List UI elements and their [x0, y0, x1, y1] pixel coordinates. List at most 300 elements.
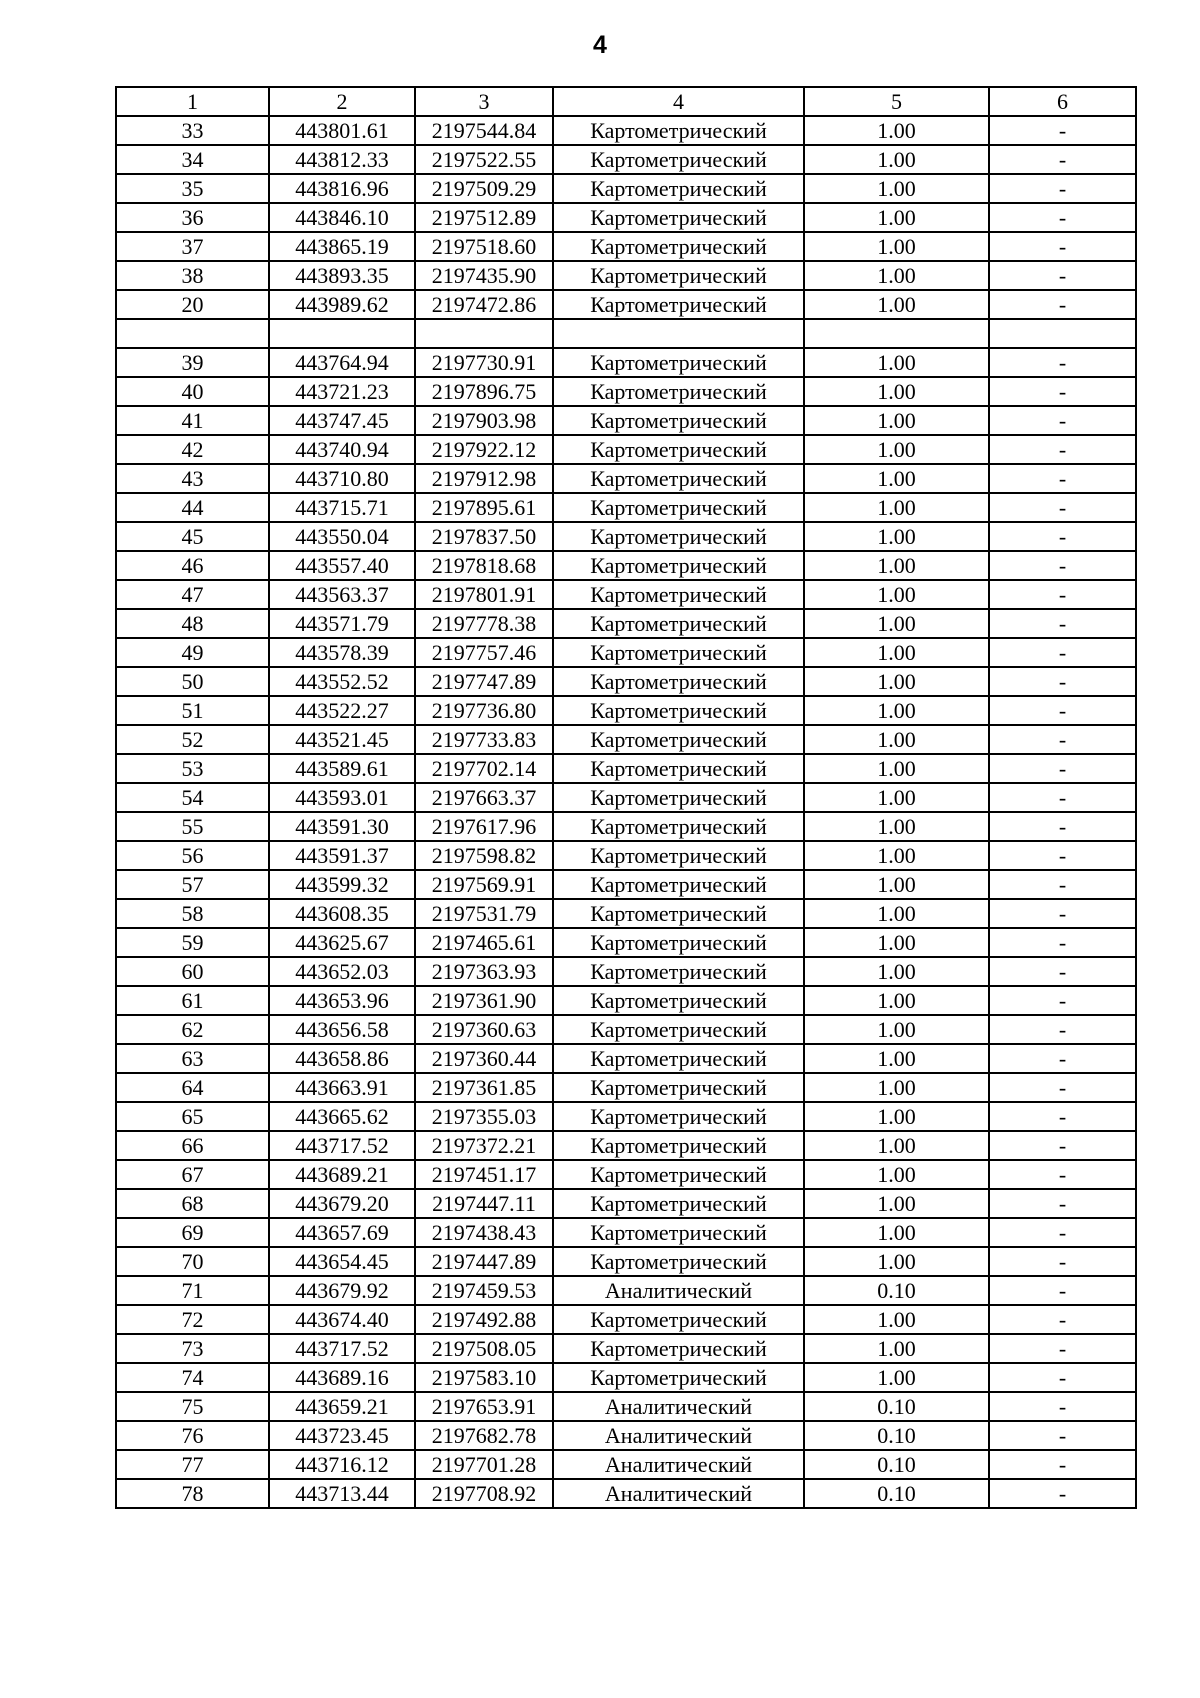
- accuracy-cell: 1.00: [804, 1363, 989, 1392]
- y-coordinate-cell: 2197472.86: [415, 290, 553, 319]
- y-coordinate-cell: 2197361.90: [415, 986, 553, 1015]
- point-number-cell: 53: [116, 754, 269, 783]
- table-row: [116, 145, 1136, 174]
- accuracy-cell: 1.00: [804, 841, 989, 870]
- accuracy-cell: 1.00: [804, 435, 989, 464]
- y-coordinate-cell: 2197361.85: [415, 1073, 553, 1102]
- note-cell: -: [989, 1189, 1136, 1218]
- y-coordinate-cell: 2197435.90: [415, 261, 553, 290]
- method-cell: Картометрический: [553, 290, 804, 319]
- y-coordinate-cell: 2197438.43: [415, 1218, 553, 1247]
- x-coordinate-cell: 443674.40: [269, 1305, 415, 1334]
- note-cell: -: [989, 899, 1136, 928]
- note-cell: -: [989, 812, 1136, 841]
- x-coordinate-cell: 443591.37: [269, 841, 415, 870]
- column-header: 3: [415, 87, 553, 116]
- method-cell: Картометрический: [553, 348, 804, 377]
- note-cell: -: [989, 348, 1136, 377]
- point-number-cell: 54: [116, 783, 269, 812]
- accuracy-cell: 0.10: [804, 1276, 989, 1305]
- note-cell: -: [989, 725, 1136, 754]
- point-number-cell: 40: [116, 377, 269, 406]
- method-cell: Картометрический: [553, 116, 804, 145]
- note-cell: -: [989, 986, 1136, 1015]
- table-row: [116, 696, 1136, 725]
- accuracy-cell: 1.00: [804, 551, 989, 580]
- x-coordinate-cell: 443589.61: [269, 754, 415, 783]
- table-row: [116, 1218, 1136, 1247]
- y-coordinate-cell: 2197682.78: [415, 1421, 553, 1450]
- x-coordinate-cell: 443521.45: [269, 725, 415, 754]
- point-number-cell: 38: [116, 261, 269, 290]
- note-cell: -: [989, 1363, 1136, 1392]
- method-cell: Картометрический: [553, 1189, 804, 1218]
- y-coordinate-cell: 2197518.60: [415, 232, 553, 261]
- accuracy-cell: 1.00: [804, 1247, 989, 1276]
- method-cell: Картометрический: [553, 957, 804, 986]
- x-coordinate-cell: 443665.62: [269, 1102, 415, 1131]
- y-coordinate-cell: 2197757.46: [415, 638, 553, 667]
- table-row: [116, 1044, 1136, 1073]
- note-cell: -: [989, 1015, 1136, 1044]
- y-coordinate-cell: 2197360.63: [415, 1015, 553, 1044]
- note-cell: -: [989, 1450, 1136, 1479]
- y-coordinate-cell: 2197896.75: [415, 377, 553, 406]
- x-coordinate-cell: 443721.23: [269, 377, 415, 406]
- table-row: [116, 377, 1136, 406]
- table-row: [116, 580, 1136, 609]
- y-coordinate-cell: 2197372.21: [415, 1131, 553, 1160]
- table-row: [116, 1421, 1136, 1450]
- accuracy-cell: 1.00: [804, 957, 989, 986]
- point-number-cell: 59: [116, 928, 269, 957]
- y-coordinate-cell: 2197508.05: [415, 1334, 553, 1363]
- method-cell: [553, 319, 804, 348]
- y-coordinate-cell: 2197360.44: [415, 1044, 553, 1073]
- note-cell: -: [989, 696, 1136, 725]
- point-number-cell: 73: [116, 1334, 269, 1363]
- x-coordinate-cell: 443801.61: [269, 116, 415, 145]
- note-cell: -: [989, 406, 1136, 435]
- table-row: [116, 667, 1136, 696]
- y-coordinate-cell: 2197818.68: [415, 551, 553, 580]
- table-row: [116, 1392, 1136, 1421]
- table-row: [116, 493, 1136, 522]
- y-coordinate-cell: 2197544.84: [415, 116, 553, 145]
- note-cell: -: [989, 609, 1136, 638]
- y-coordinate-cell: 2197355.03: [415, 1102, 553, 1131]
- note-cell: -: [989, 464, 1136, 493]
- note-cell: -: [989, 203, 1136, 232]
- method-cell: Картометрический: [553, 1247, 804, 1276]
- method-cell: Картометрический: [553, 725, 804, 754]
- table-row: [116, 1073, 1136, 1102]
- x-coordinate-cell: 443522.27: [269, 696, 415, 725]
- method-cell: Картометрический: [553, 580, 804, 609]
- x-coordinate-cell: 443710.80: [269, 464, 415, 493]
- x-coordinate-cell: 443679.20: [269, 1189, 415, 1218]
- note-cell: -: [989, 1131, 1136, 1160]
- x-coordinate-cell: 443713.44: [269, 1479, 415, 1508]
- method-cell: Картометрический: [553, 522, 804, 551]
- note-cell: -: [989, 116, 1136, 145]
- y-coordinate-cell: 2197702.14: [415, 754, 553, 783]
- method-cell: Аналитический: [553, 1450, 804, 1479]
- y-coordinate-cell: 2197451.17: [415, 1160, 553, 1189]
- accuracy-cell: 0.10: [804, 1450, 989, 1479]
- method-cell: Картометрический: [553, 1305, 804, 1334]
- y-coordinate-cell: 2197903.98: [415, 406, 553, 435]
- x-coordinate-cell: 443654.45: [269, 1247, 415, 1276]
- x-coordinate-cell: 443689.16: [269, 1363, 415, 1392]
- method-cell: Аналитический: [553, 1479, 804, 1508]
- point-number-cell: 33: [116, 116, 269, 145]
- accuracy-cell: 1.00: [804, 261, 989, 290]
- note-cell: -: [989, 1247, 1136, 1276]
- method-cell: Картометрический: [553, 406, 804, 435]
- accuracy-cell: 1.00: [804, 1218, 989, 1247]
- y-coordinate-cell: 2197583.10: [415, 1363, 553, 1392]
- y-coordinate-cell: 2197912.98: [415, 464, 553, 493]
- y-coordinate-cell: 2197512.89: [415, 203, 553, 232]
- table-row: [116, 928, 1136, 957]
- point-number-cell: 47: [116, 580, 269, 609]
- table-row: [116, 609, 1136, 638]
- method-cell: Картометрический: [553, 377, 804, 406]
- x-coordinate-cell: 443764.94: [269, 348, 415, 377]
- point-number-cell: 66: [116, 1131, 269, 1160]
- table-row: [116, 1160, 1136, 1189]
- table-row: [116, 841, 1136, 870]
- x-coordinate-cell: 443659.21: [269, 1392, 415, 1421]
- accuracy-cell: 1.00: [804, 348, 989, 377]
- method-cell: Картометрический: [553, 174, 804, 203]
- note-cell: -: [989, 1479, 1136, 1508]
- y-coordinate-cell: 2197509.29: [415, 174, 553, 203]
- point-number-cell: [116, 319, 269, 348]
- y-coordinate-cell: 2197730.91: [415, 348, 553, 377]
- x-coordinate-cell: 443865.19: [269, 232, 415, 261]
- point-number-cell: 51: [116, 696, 269, 725]
- point-number-cell: 72: [116, 1305, 269, 1334]
- note-cell: -: [989, 957, 1136, 986]
- note-cell: -: [989, 841, 1136, 870]
- method-cell: Картометрический: [553, 841, 804, 870]
- note-cell: -: [989, 580, 1136, 609]
- method-cell: Картометрический: [553, 435, 804, 464]
- note-cell: -: [989, 1421, 1136, 1450]
- note-cell: -: [989, 522, 1136, 551]
- table-row: [116, 1131, 1136, 1160]
- table-row: [116, 986, 1136, 1015]
- table-row: [116, 1247, 1136, 1276]
- table-row: [116, 957, 1136, 986]
- point-number-cell: 55: [116, 812, 269, 841]
- table-row: [116, 1479, 1136, 1508]
- y-coordinate-cell: 2197465.61: [415, 928, 553, 957]
- x-coordinate-cell: 443550.04: [269, 522, 415, 551]
- table-row: [116, 348, 1136, 377]
- table-row: [116, 203, 1136, 232]
- column-header: 6: [989, 87, 1136, 116]
- x-coordinate-cell: 443593.01: [269, 783, 415, 812]
- coordinates-table: [115, 86, 1137, 1509]
- note-cell: -: [989, 493, 1136, 522]
- point-number-cell: 68: [116, 1189, 269, 1218]
- point-number-cell: 60: [116, 957, 269, 986]
- table-row: [116, 406, 1136, 435]
- accuracy-cell: 1.00: [804, 986, 989, 1015]
- x-coordinate-cell: [269, 319, 415, 348]
- method-cell: Аналитический: [553, 1276, 804, 1305]
- x-coordinate-cell: 443557.40: [269, 551, 415, 580]
- x-coordinate-cell: 443578.39: [269, 638, 415, 667]
- x-coordinate-cell: 443747.45: [269, 406, 415, 435]
- table-row: [116, 1102, 1136, 1131]
- method-cell: Картометрический: [553, 638, 804, 667]
- y-coordinate-cell: 2197895.61: [415, 493, 553, 522]
- table-row: [116, 464, 1136, 493]
- x-coordinate-cell: 443563.37: [269, 580, 415, 609]
- x-coordinate-cell: 443625.67: [269, 928, 415, 957]
- x-coordinate-cell: 443653.96: [269, 986, 415, 1015]
- y-coordinate-cell: 2197701.28: [415, 1450, 553, 1479]
- point-number-cell: 49: [116, 638, 269, 667]
- x-coordinate-cell: 443679.92: [269, 1276, 415, 1305]
- point-number-cell: 69: [116, 1218, 269, 1247]
- column-header: 4: [553, 87, 804, 116]
- x-coordinate-cell: 443599.32: [269, 870, 415, 899]
- y-coordinate-cell: 2197733.83: [415, 725, 553, 754]
- accuracy-cell: 1.00: [804, 1305, 989, 1334]
- point-number-cell: 42: [116, 435, 269, 464]
- accuracy-cell: 0.10: [804, 1479, 989, 1508]
- table-row: [116, 232, 1136, 261]
- accuracy-cell: 1.00: [804, 1131, 989, 1160]
- x-coordinate-cell: 443893.35: [269, 261, 415, 290]
- method-cell: Картометрический: [553, 1044, 804, 1073]
- accuracy-cell: 1.00: [804, 812, 989, 841]
- table-row: [116, 522, 1136, 551]
- note-cell: -: [989, 1392, 1136, 1421]
- method-cell: Картометрический: [553, 1334, 804, 1363]
- point-number-cell: 43: [116, 464, 269, 493]
- accuracy-cell: 1.00: [804, 1160, 989, 1189]
- point-number-cell: 56: [116, 841, 269, 870]
- note-cell: -: [989, 1102, 1136, 1131]
- point-number-cell: 37: [116, 232, 269, 261]
- y-coordinate-cell: 2197736.80: [415, 696, 553, 725]
- table-row: [116, 754, 1136, 783]
- x-coordinate-cell: 443656.58: [269, 1015, 415, 1044]
- method-cell: Картометрический: [553, 609, 804, 638]
- method-cell: Картометрический: [553, 232, 804, 261]
- accuracy-cell: 1.00: [804, 609, 989, 638]
- accuracy-cell: 1.00: [804, 290, 989, 319]
- accuracy-cell: 1.00: [804, 725, 989, 754]
- y-coordinate-cell: 2197522.55: [415, 145, 553, 174]
- note-cell: -: [989, 1160, 1136, 1189]
- y-coordinate-cell: 2197837.50: [415, 522, 553, 551]
- note-cell: -: [989, 754, 1136, 783]
- x-coordinate-cell: 443608.35: [269, 899, 415, 928]
- accuracy-cell: 1.00: [804, 145, 989, 174]
- y-coordinate-cell: 2197569.91: [415, 870, 553, 899]
- accuracy-cell: 1.00: [804, 464, 989, 493]
- method-cell: Картометрический: [553, 1363, 804, 1392]
- note-cell: -: [989, 928, 1136, 957]
- note-cell: -: [989, 435, 1136, 464]
- accuracy-cell: 1.00: [804, 754, 989, 783]
- note-cell: -: [989, 783, 1136, 812]
- table-row: [116, 1363, 1136, 1392]
- point-number-cell: 64: [116, 1073, 269, 1102]
- point-number-cell: 75: [116, 1392, 269, 1421]
- method-cell: Картометрический: [553, 1131, 804, 1160]
- column-header: 2: [269, 87, 415, 116]
- table-row: [116, 725, 1136, 754]
- method-cell: Картометрический: [553, 754, 804, 783]
- column-header: 5: [804, 87, 989, 116]
- point-number-cell: 62: [116, 1015, 269, 1044]
- accuracy-cell: 1.00: [804, 783, 989, 812]
- note-cell: -: [989, 1305, 1136, 1334]
- point-number-cell: 48: [116, 609, 269, 638]
- x-coordinate-cell: 443717.52: [269, 1131, 415, 1160]
- accuracy-cell: 1.00: [804, 870, 989, 899]
- x-coordinate-cell: 443652.03: [269, 957, 415, 986]
- table-row: [116, 319, 1136, 348]
- x-coordinate-cell: 443663.91: [269, 1073, 415, 1102]
- x-coordinate-cell: 443657.69: [269, 1218, 415, 1247]
- note-cell: -: [989, 261, 1136, 290]
- method-cell: Картометрический: [553, 928, 804, 957]
- accuracy-cell: 1.00: [804, 696, 989, 725]
- x-coordinate-cell: 443812.33: [269, 145, 415, 174]
- point-number-cell: 57: [116, 870, 269, 899]
- point-number-cell: 44: [116, 493, 269, 522]
- accuracy-cell: 1.00: [804, 1334, 989, 1363]
- note-cell: -: [989, 174, 1136, 203]
- point-number-cell: 46: [116, 551, 269, 580]
- y-coordinate-cell: 2197663.37: [415, 783, 553, 812]
- point-number-cell: 74: [116, 1363, 269, 1392]
- y-coordinate-cell: 2197459.53: [415, 1276, 553, 1305]
- point-number-cell: 61: [116, 986, 269, 1015]
- method-cell: Картометрический: [553, 464, 804, 493]
- x-coordinate-cell: 443717.52: [269, 1334, 415, 1363]
- point-number-cell: 76: [116, 1421, 269, 1450]
- table-row: [116, 783, 1136, 812]
- method-cell: Картометрический: [553, 812, 804, 841]
- table-row: [116, 1189, 1136, 1218]
- accuracy-cell: 1.00: [804, 667, 989, 696]
- x-coordinate-cell: 443571.79: [269, 609, 415, 638]
- note-cell: -: [989, 232, 1136, 261]
- point-number-cell: 52: [116, 725, 269, 754]
- table-row: [116, 116, 1136, 145]
- method-cell: Картометрический: [553, 696, 804, 725]
- table-header-row: [116, 87, 1136, 116]
- note-cell: -: [989, 667, 1136, 696]
- y-coordinate-cell: 2197778.38: [415, 609, 553, 638]
- column-header: 1: [116, 87, 269, 116]
- point-number-cell: 67: [116, 1160, 269, 1189]
- x-coordinate-cell: 443715.71: [269, 493, 415, 522]
- point-number-cell: 70: [116, 1247, 269, 1276]
- note-cell: [989, 319, 1136, 348]
- table-row: [116, 638, 1136, 667]
- table-row: [116, 899, 1136, 928]
- point-number-cell: 63: [116, 1044, 269, 1073]
- table-row: [116, 870, 1136, 899]
- y-coordinate-cell: 2197801.91: [415, 580, 553, 609]
- accuracy-cell: 1.00: [804, 580, 989, 609]
- note-cell: -: [989, 290, 1136, 319]
- method-cell: Картометрический: [553, 899, 804, 928]
- method-cell: Картометрический: [553, 986, 804, 1015]
- point-number-cell: 34: [116, 145, 269, 174]
- x-coordinate-cell: 443989.62: [269, 290, 415, 319]
- table-row: [116, 174, 1136, 203]
- point-number-cell: 65: [116, 1102, 269, 1131]
- point-number-cell: 71: [116, 1276, 269, 1305]
- accuracy-cell: 0.10: [804, 1392, 989, 1421]
- y-coordinate-cell: 2197492.88: [415, 1305, 553, 1334]
- x-coordinate-cell: 443689.21: [269, 1160, 415, 1189]
- point-number-cell: 78: [116, 1479, 269, 1508]
- note-cell: -: [989, 377, 1136, 406]
- point-number-cell: 41: [116, 406, 269, 435]
- note-cell: -: [989, 551, 1136, 580]
- table-row: [116, 1276, 1136, 1305]
- point-number-cell: 35: [116, 174, 269, 203]
- method-cell: Картометрический: [553, 1160, 804, 1189]
- method-cell: Картометрический: [553, 493, 804, 522]
- accuracy-cell: 1.00: [804, 522, 989, 551]
- x-coordinate-cell: 443552.52: [269, 667, 415, 696]
- x-coordinate-cell: 443740.94: [269, 435, 415, 464]
- y-coordinate-cell: 2197447.11: [415, 1189, 553, 1218]
- y-coordinate-cell: 2197922.12: [415, 435, 553, 464]
- method-cell: Картометрический: [553, 261, 804, 290]
- table-body: [116, 116, 1136, 1508]
- table-row: [116, 1015, 1136, 1044]
- method-cell: Аналитический: [553, 1392, 804, 1421]
- x-coordinate-cell: 443716.12: [269, 1450, 415, 1479]
- accuracy-cell: 1.00: [804, 638, 989, 667]
- accuracy-cell: 1.00: [804, 1044, 989, 1073]
- note-cell: -: [989, 1334, 1136, 1363]
- y-coordinate-cell: 2197531.79: [415, 899, 553, 928]
- y-coordinate-cell: 2197363.93: [415, 957, 553, 986]
- accuracy-cell: 1.00: [804, 406, 989, 435]
- y-coordinate-cell: 2197653.91: [415, 1392, 553, 1421]
- point-number-cell: 20: [116, 290, 269, 319]
- y-coordinate-cell: [415, 319, 553, 348]
- x-coordinate-cell: 443816.96: [269, 174, 415, 203]
- accuracy-cell: 1.00: [804, 1189, 989, 1218]
- note-cell: -: [989, 1218, 1136, 1247]
- note-cell: -: [989, 1044, 1136, 1073]
- accuracy-cell: 1.00: [804, 928, 989, 957]
- y-coordinate-cell: 2197708.92: [415, 1479, 553, 1508]
- y-coordinate-cell: 2197617.96: [415, 812, 553, 841]
- method-cell: Картометрический: [553, 145, 804, 174]
- method-cell: Картометрический: [553, 667, 804, 696]
- point-number-cell: 50: [116, 667, 269, 696]
- accuracy-cell: 1.00: [804, 493, 989, 522]
